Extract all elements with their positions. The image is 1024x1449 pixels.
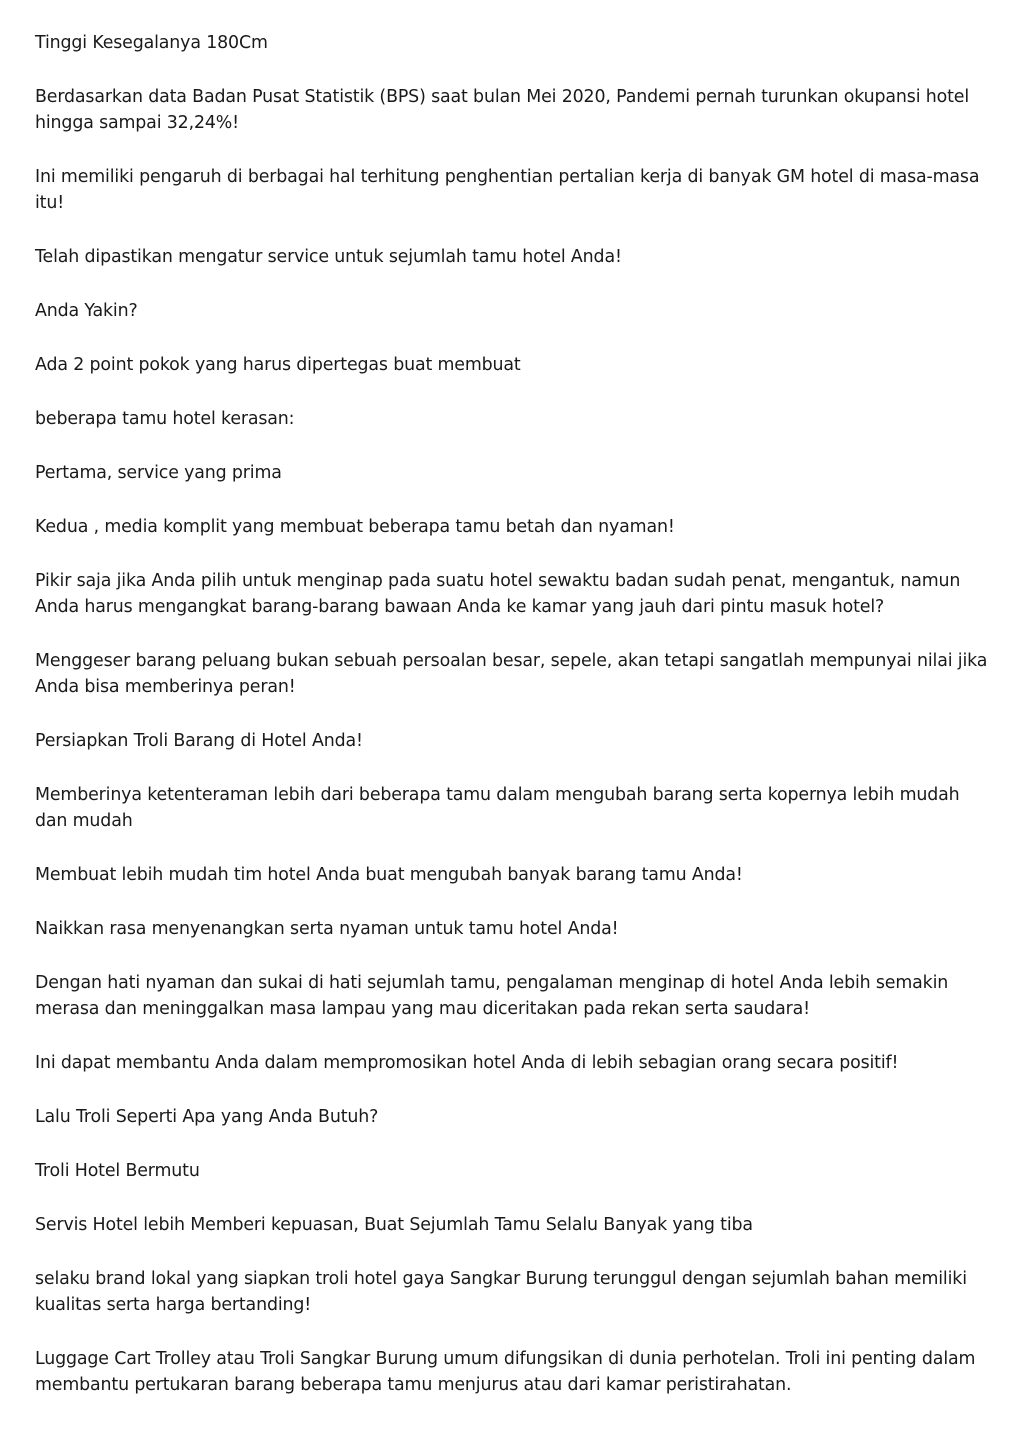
paragraph-prepare-trolley: Persiapkan Troli Barang di Hotel Anda! bbox=[35, 731, 363, 751]
paragraph-team-easier: Membuat lebih mudah tim hotel Anda buat mengubah banyak barang tamu Anda! bbox=[35, 865, 743, 885]
paragraph-bps-data: Berdasarkan data Badan Pusat Statistik (BPS) saat bulan Mei 2020, Pandemi pernah turunkan okupansi hotel hingga sampai 32,24%! bbox=[35, 87, 970, 133]
paragraph-promotion: Ini dapat membantu Anda dalam mempromosikan hotel Anda di lebih sebagian orang secara positif! bbox=[35, 1053, 899, 1073]
document-body bbox=[35, 30, 995, 1426]
paragraph-impact: Ini memiliki pengaruh di berbagai hal terhitung penghentian pertalian kerja di banyak GM hotel di masa-masa itu! bbox=[35, 167, 980, 213]
paragraph-moving-goods: Menggeser barang peluang bukan sebuah persoalan besar, sepele, akan tetapi sangatlah mempunyai nilai jika Anda bisa memberinya peran! bbox=[35, 651, 988, 697]
paragraph-local-brand: selaku brand lokal yang siapkan troli hotel gaya Sangkar Burung terunggul dengan sejumlah bahan memiliki kualitas serta harga bertanding! bbox=[35, 1269, 967, 1315]
paragraph-luggage-cart: Luggage Cart Trolley atau Troli Sangkar Burung umum difungsikan di dunia perhotelan. Troli ini penting dalam membantu pertukaran barang beberapa tamu menjurus atau dari kamar peristirahatan. bbox=[35, 1349, 976, 1395]
paragraph-question: Anda Yakin? bbox=[35, 301, 138, 321]
paragraph-experience: Dengan hati nyaman dan sukai di hati sejumlah tamu, pengalaman menginap di hotel Anda lebih semakin merasa dan meninggalkan masa lampau yang mau diceritakan pada rekan serta saudara! bbox=[35, 973, 949, 1019]
paragraph-guests-comfortable: beberapa tamu hotel kerasan: bbox=[35, 409, 295, 429]
paragraph-which-trolley: Lalu Troli Seperti Apa yang Anda Butuh? bbox=[35, 1107, 379, 1127]
paragraph-two-points: Ada 2 point pokok yang harus dipertegas buat membuat bbox=[35, 355, 521, 375]
paragraph-service: Telah dipastikan mengatur service untuk sejumlah tamu hotel Anda! bbox=[35, 247, 622, 267]
paragraph-second-point: Kedua , media komplit yang membuat beberapa tamu betah dan nyaman! bbox=[35, 517, 675, 537]
paragraph-title-line: Tinggi Kesegalanya 180Cm bbox=[35, 33, 268, 53]
paragraph-increase-comfort: Naikkan rasa menyenangkan serta nyaman untuk tamu hotel Anda! bbox=[35, 919, 619, 939]
paragraph-imagine: Pikir saja jika Anda pilih untuk menginap pada suatu hotel sewaktu badan sudah penat, mengantuk, namun Anda harus mengangkat barang-barang bawaan Anda ke kamar yang jauh dari pintu masuk hotel? bbox=[35, 571, 961, 617]
paragraph-comfort: Memberinya ketenteraman lebih dari beberapa tamu dalam mengubah barang serta kopernya lebih mudah dan mudah bbox=[35, 785, 960, 831]
paragraph-hotel-service: Servis Hotel lebih Memberi kepuasan, Buat Sejumlah Tamu Selalu Banyak yang tiba bbox=[35, 1215, 753, 1235]
paragraph-first-point: Pertama, service yang prima bbox=[35, 463, 282, 483]
paragraph-quality-trolley: Troli Hotel Bermutu bbox=[35, 1161, 200, 1181]
